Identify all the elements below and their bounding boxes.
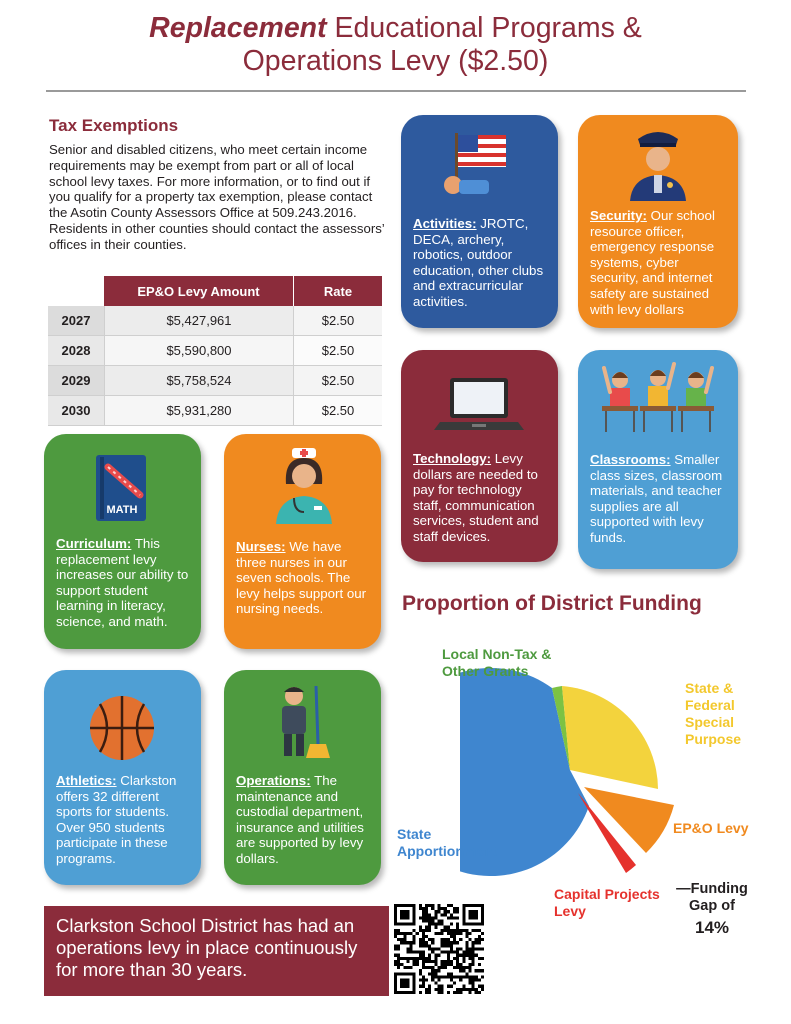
- levy-rate: $2.50: [293, 396, 382, 426]
- levy-amount: $5,590,800: [104, 336, 293, 366]
- operations-description: The maintenance and custodial department, insurance and utilities are supported by levy dollars.: [236, 773, 364, 866]
- activities-text: [413, 216, 548, 310]
- nurse-icon: [264, 444, 344, 524]
- nurses-label: Nurses:: [236, 539, 286, 554]
- levy-rate: $2.50: [293, 336, 382, 366]
- label-capital-projects: Capital Projects Levy: [554, 886, 660, 919]
- operations-card: [224, 670, 381, 885]
- title-line1: Educational Programs &: [326, 12, 642, 44]
- funding-heading: Proportion of District Funding: [402, 592, 702, 615]
- athletics-description: Clarkston offers 32 different sports for students. Over 950 students participate in these programs.: [56, 773, 177, 866]
- funding-gap-line2: Gap of: [689, 898, 735, 914]
- title-emphasis: Replacement: [149, 12, 327, 44]
- athletics-label: Athletics:: [56, 773, 117, 788]
- custodian-icon: [262, 680, 342, 760]
- levy-rate: $2.50: [293, 306, 382, 336]
- security-card: [578, 115, 738, 328]
- label-funding-gap: [666, 881, 758, 936]
- label-state-federal: State & Federal Special Purpose: [685, 680, 742, 747]
- curriculum-card: [44, 434, 201, 649]
- tax-exemptions-text: Senior and disabled citizens, who meet certain income requirements may be exempt from part or all of local school levy taxes. For more information, or to find out if you qualify for a property tax exemption, please contact the Asotin County Assessors Office at 509.243.2016. Residents in other counties should contact the assessors’ offices in their counties.: [49, 142, 385, 252]
- funding-gap-percent: 14%: [694, 918, 730, 937]
- security-description: Our school resource officer, emergency response systems, cyber security, and internet safety are sustained with levy dollars: [590, 208, 715, 317]
- title-line2: Operations Levy ($2.50): [242, 45, 549, 77]
- operations-text: [236, 773, 371, 867]
- students-icon: [598, 358, 718, 438]
- security-label: Security:: [590, 208, 647, 223]
- technology-card: [401, 350, 558, 562]
- levy-year: 2030: [48, 396, 104, 426]
- history-banner: Clarkston School District has had an operations levy in place continuously for more than 30 years.: [44, 906, 389, 996]
- technology-description: Levy dollars are needed to pay for technology staff, communication services, student and staff devices.: [413, 451, 539, 544]
- label-state-apportionment: State Apportionment: [397, 826, 498, 859]
- funding-gap-line1: —Funding: [676, 881, 748, 897]
- activities-description: JROTC, DECA, archery, robotics, outdoor education, other clubs and extracurricular activities.: [413, 216, 544, 309]
- classrooms-card: [578, 350, 738, 569]
- curriculum-text: [56, 536, 191, 630]
- table-row: [48, 336, 382, 366]
- activities-card: [401, 115, 558, 328]
- classrooms-description: Smaller class sizes, classroom materials, and teacher supplies are all supported with levy funds.: [590, 452, 723, 545]
- pie-slice-state-federal: [562, 686, 658, 789]
- levy-year: 2028: [48, 336, 104, 366]
- table-row: [48, 366, 382, 396]
- nurses-text: [236, 539, 371, 617]
- basketball-icon: [82, 688, 162, 768]
- activities-label: Activities:: [413, 216, 477, 231]
- curriculum-description: This replacement levy increases our ability to support student learning in literacy, science, and math.: [56, 536, 189, 629]
- police-officer-icon: [618, 121, 698, 201]
- math-book-icon: [82, 449, 162, 529]
- levy-header-blank: [48, 276, 104, 306]
- table-row: [48, 306, 382, 336]
- label-local-grants: Local Non-Tax & Other Grants: [442, 646, 552, 679]
- classrooms-label: Classrooms:: [590, 452, 671, 467]
- label-epo-levy: EP&O Levy: [673, 820, 749, 836]
- levy-amount: $5,931,280: [104, 396, 293, 426]
- title-divider: [46, 90, 746, 92]
- page-title: [0, 12, 791, 78]
- laptop-icon: [434, 372, 524, 442]
- levy-amount: $5,758,524: [104, 366, 293, 396]
- levy-header-amount: EP&O Levy Amount: [104, 276, 293, 306]
- athletics-text: [56, 773, 191, 867]
- math-book-word: MATH: [106, 504, 138, 516]
- technology-text: [413, 451, 548, 545]
- curriculum-label: Curriculum:: [56, 536, 132, 551]
- levy-amount: $5,427,961: [104, 306, 293, 336]
- levy-year: 2029: [48, 366, 104, 396]
- levy-table-header: [48, 276, 382, 306]
- nurses-card: [224, 434, 381, 649]
- levy-header-rate: Rate: [293, 276, 382, 306]
- levy-rate: $2.50: [293, 366, 382, 396]
- flag-icon: [441, 125, 521, 205]
- nurses-description: We have three nurses in our seven schools. The levy helps support our nursing needs.: [236, 539, 367, 617]
- classrooms-text: [590, 452, 728, 546]
- qr-code-icon[interactable]: [394, 904, 484, 994]
- levy-year: 2027: [48, 306, 104, 336]
- security-text: [590, 208, 728, 317]
- levy-table: [48, 276, 382, 426]
- operations-label: Operations:: [236, 773, 311, 788]
- athletics-card: [44, 670, 201, 885]
- table-row: [48, 396, 382, 426]
- tax-exemptions-heading: Tax Exemptions: [49, 116, 179, 135]
- technology-label: Technology:: [413, 451, 492, 466]
